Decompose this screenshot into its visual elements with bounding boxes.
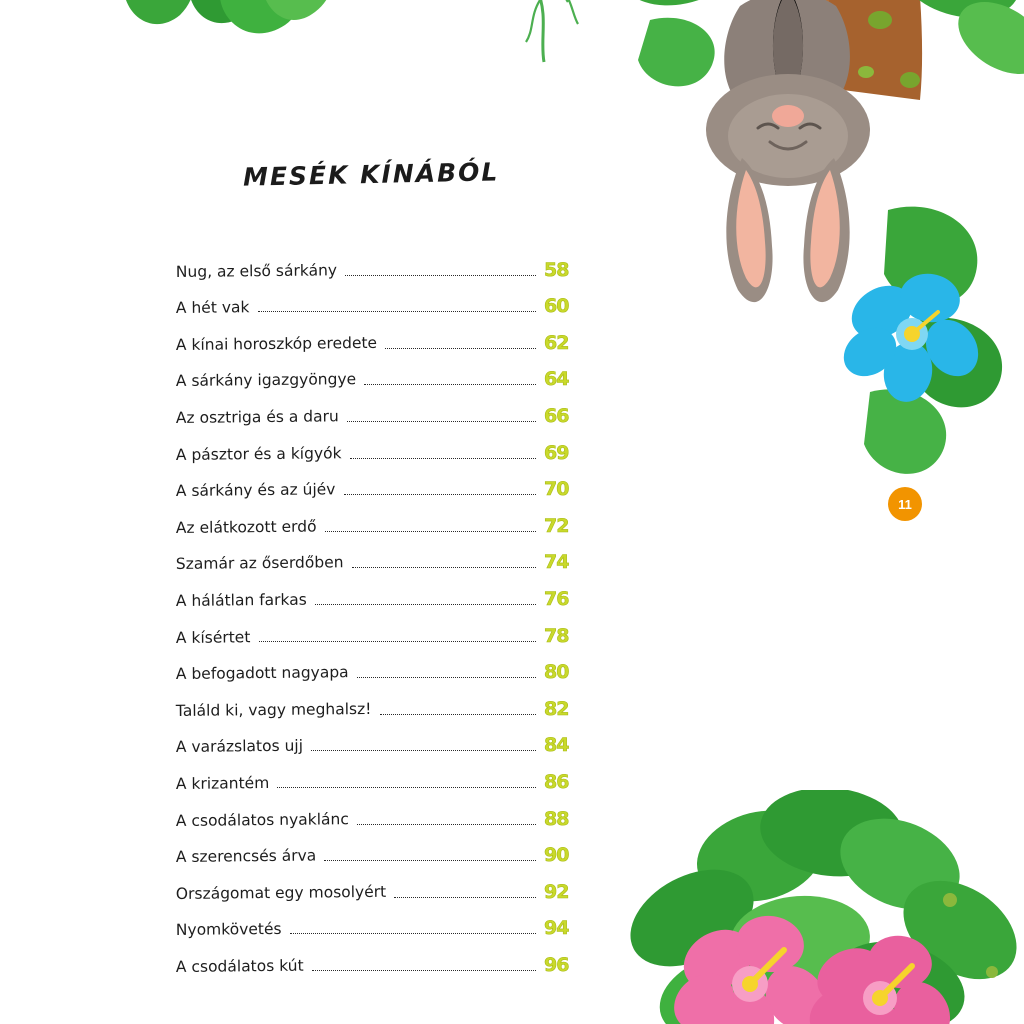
blue-hibiscus-flower: [834, 269, 988, 406]
toc-entry-title: A hét vak: [175, 298, 250, 318]
toc-leader-dots: [259, 640, 537, 642]
toc-entry[interactable]: [176, 795, 588, 832]
page-title: MESÉK KÍNÁBÓL: [242, 157, 500, 192]
toc-entry-page: 69: [544, 441, 569, 464]
toc-entry-page: 94: [544, 917, 569, 940]
toc-leader-dots: [311, 749, 536, 751]
toc-entry-page: 76: [544, 587, 569, 610]
toc-entry-page: 80: [544, 661, 569, 684]
toc-leader-dots: [344, 493, 536, 495]
toc-entry[interactable]: [176, 832, 588, 869]
toc-leader-dots: [345, 274, 536, 276]
toc-entry[interactable]: [176, 319, 588, 356]
toc-leader-dots: [385, 347, 536, 349]
toc-entry-title: A hálátlan farkas: [175, 590, 307, 610]
toc-entry-title: A szerencsés árva: [175, 846, 317, 867]
toc-entry[interactable]: [176, 246, 588, 283]
toc-entry-page: 58: [544, 258, 569, 281]
toc-entry-page: 90: [544, 844, 569, 867]
hanging-bat: [706, 0, 870, 302]
toc-entry-page: 64: [544, 368, 569, 391]
toc-entry-title: Nug, az első sárkány: [175, 260, 338, 281]
toc-entry[interactable]: [176, 941, 588, 978]
toc-entry[interactable]: [176, 539, 588, 576]
toc-leader-dots: [357, 676, 536, 678]
toc-leader-dots: [312, 969, 536, 971]
toc-entry[interactable]: [176, 905, 588, 942]
toc-entry-page: 96: [544, 953, 569, 976]
toc-entry[interactable]: [176, 649, 588, 686]
toc-entry-title: Szamár az őserdőben: [175, 553, 344, 574]
toc-entry-title: A kísértet: [175, 627, 251, 647]
toc-entry-page: 72: [544, 514, 569, 537]
toc-entry-title: Találd ki, vagy meghalsz!: [175, 699, 372, 720]
toc-entry-title: Országomat egy mosolyért: [175, 882, 387, 903]
toc-entry[interactable]: [176, 466, 588, 503]
toc-entry-title: Nyomkövetés: [175, 920, 282, 940]
toc-entry-page: 86: [544, 770, 569, 793]
toc-leader-dots: [394, 896, 536, 898]
toc-leader-dots: [364, 383, 536, 385]
toc-entry-page: 62: [544, 331, 569, 354]
toc-leader-dots: [380, 713, 536, 715]
top-left-foliage: [120, 0, 640, 80]
toc-entry-page: 78: [544, 624, 569, 647]
toc-entry[interactable]: [176, 685, 588, 722]
toc-leader-dots: [325, 530, 536, 532]
toc-entry-title: Az elátkozott erdő: [175, 517, 317, 537]
toc-entry-title: A krizantém: [175, 773, 270, 793]
toc-entry-title: A csodálatos kút: [175, 956, 304, 976]
page-number-badge: [888, 487, 922, 521]
toc-leader-dots: [277, 786, 536, 788]
toc-entry-title: A befogadott nagyapa: [175, 663, 349, 684]
tree-trunk: [760, 0, 922, 100]
toc-entry-page: 66: [544, 404, 569, 427]
toc-entry-title: Az osztriga és a daru: [175, 407, 339, 427]
toc-entry-page: 74: [544, 551, 569, 574]
toc-leader-dots: [347, 420, 536, 422]
toc-entry-page: 82: [544, 697, 569, 720]
toc-entry[interactable]: [176, 868, 588, 905]
toc-entry-title: A sárkány igazgyöngye: [175, 370, 357, 391]
toc-leader-dots: [324, 859, 536, 861]
toc-entry[interactable]: [176, 575, 588, 612]
toc-leader-dots: [352, 566, 536, 568]
toc-leader-dots: [290, 932, 536, 934]
toc-entry-title: A pásztor és a kígyók: [175, 443, 342, 464]
toc-entry-title: A csodálatos nyaklánc: [175, 809, 349, 830]
toc-entry-page: 70: [544, 478, 569, 501]
top-right-foliage: [620, 0, 1024, 560]
toc-entry-page: 92: [544, 880, 569, 903]
toc-entry[interactable]: [176, 502, 588, 539]
toc-leader-dots: [258, 310, 536, 312]
toc-entry[interactable]: [176, 356, 588, 393]
toc-entry[interactable]: [176, 283, 588, 320]
toc-entry[interactable]: [176, 612, 588, 649]
toc-entry[interactable]: [176, 722, 588, 759]
table-of-contents: [176, 246, 588, 978]
toc-entry-page: 60: [544, 295, 569, 318]
toc-entry[interactable]: [176, 429, 588, 466]
bottom-right-foliage: [600, 790, 1024, 1024]
page-number-text: 11: [898, 496, 912, 512]
toc-entry-title: A kínai horoszkóp eredete: [175, 333, 378, 354]
toc-entry-title: A varázslatos ujj: [175, 736, 304, 757]
toc-entry[interactable]: [176, 392, 588, 429]
toc-entry-page: 84: [544, 734, 569, 757]
toc-leader-dots: [357, 823, 536, 825]
pink-hibiscus-flowers: [663, 912, 962, 1024]
toc-entry-title: A sárkány és az újév: [175, 480, 336, 501]
toc-leader-dots: [350, 457, 536, 459]
toc-entry-page: 88: [544, 807, 569, 830]
toc-entry[interactable]: [176, 758, 588, 795]
toc-leader-dots: [315, 603, 536, 605]
